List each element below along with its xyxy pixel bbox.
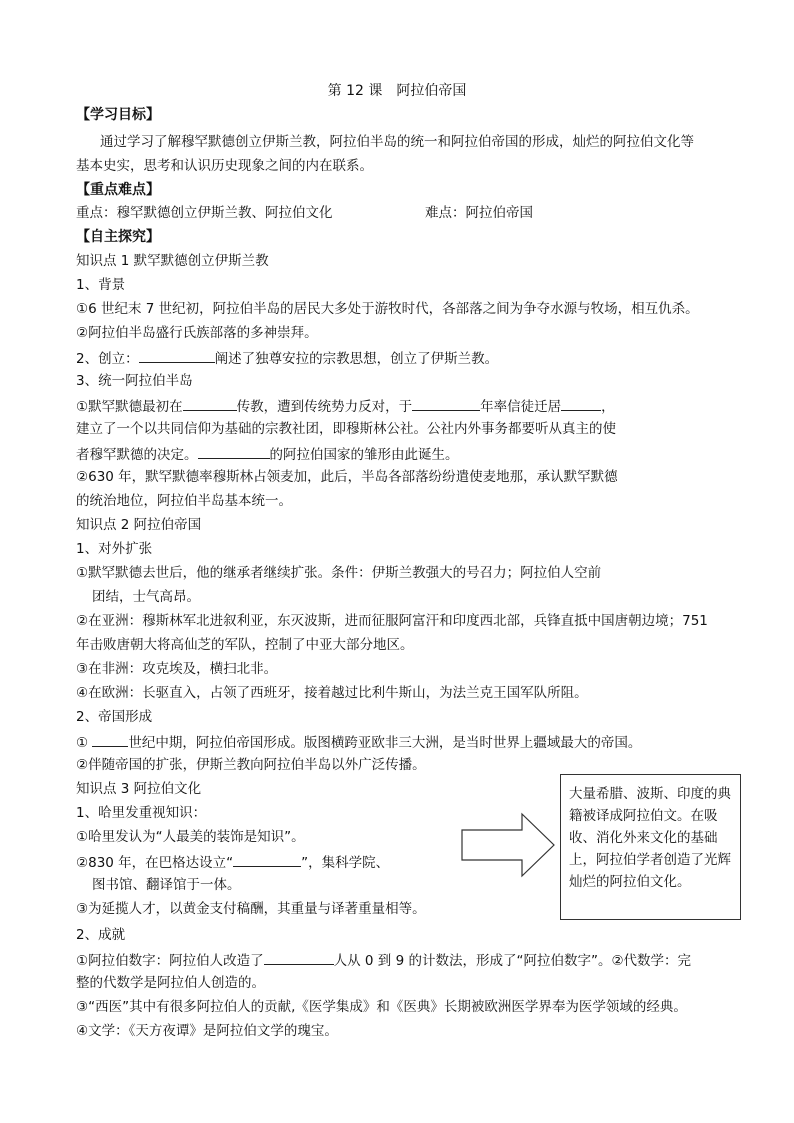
callout-box: 大量希腊、波斯、印度的典籍被译成阿拉伯文。在吸收、消化外来文化的基础上，阿拉伯学者创造了光辉灿烂的阿拉伯文化。 <box>560 774 741 920</box>
k1-s3-b: 建立了一个以共同信仰为基础的宗教社团，即穆斯林公社。公社内外事务都要听从真主的使 <box>76 421 616 437</box>
k1-s3-a2: 传教，遭到传统势力反对，于 <box>236 399 413 415</box>
k1-s3-e: 的统治地位，阿拉伯半岛基本统一。 <box>76 493 292 509</box>
k1-s3-a4: ， <box>601 399 615 415</box>
k3-s1-a: ①哈里发认为“人最美的装饰是知识”。 <box>76 829 305 845</box>
explore-heading: 【自主探究】 <box>76 229 160 245</box>
k1-s3-d: ②630 年，默罕默德率穆斯林占领麦加，此后，半岛各部落纷纷遣使麦地那，承认默罕默德 <box>76 469 618 485</box>
fill-blank[interactable] <box>561 396 601 411</box>
k3-title: 知识点 3 阿拉伯文化 <box>76 781 202 797</box>
k2-s1-b: 团结，士气高昂。 <box>92 589 200 605</box>
fill-blank[interactable] <box>139 348 215 363</box>
k1-s2-pre: 2、创立： <box>76 351 139 367</box>
objectives-text-line-1: 通过学习了解穆罕默德创立伊斯兰教，阿拉伯半岛的统一和阿拉伯帝国的形成，灿烂的阿拉伯文化等 <box>100 134 694 150</box>
k3-s2-a1: ①阿拉伯数字：阿拉伯人改造了 <box>76 953 264 969</box>
fill-blank[interactable] <box>198 444 270 459</box>
page-title: 第 12 课 阿拉伯帝国 <box>327 83 467 99</box>
k3-s1-b1: ②830 年，在巴格达设立“ <box>76 855 234 871</box>
fill-blank[interactable] <box>183 396 237 411</box>
k2-s2-b: ②伴随帝国的扩张，伊斯兰教向阿拉伯半岛以外广泛传播。 <box>76 757 426 773</box>
objectives-heading: 【学习目标】 <box>76 107 160 123</box>
k2-s2-heading: 2、帝国形成 <box>76 709 153 725</box>
k3-s2-c: ③“西医”其中有很多阿拉伯人的贡献,《医学集成》和《医典》长期被欧洲医学界奉为医学领域的经典。 <box>76 999 687 1015</box>
k1-title: 知识点 1 默罕默德创立伊斯兰教 <box>76 253 269 269</box>
fill-blank[interactable] <box>92 732 128 747</box>
k2-s2-a-line <box>76 732 641 752</box>
k3-s2-d: ④文学：《天方夜谭》是阿拉伯文学的瑰宝。 <box>76 1023 338 1039</box>
key-point-text: 重点：穆罕默德创立伊斯兰教、阿拉伯文化 <box>76 205 333 221</box>
objectives-text-line-2: 基本史实，思考和认识历史现象之间的内在联系。 <box>76 158 373 174</box>
k1-s3-c2: 的阿拉伯国家的雏形由此诞生。 <box>269 447 459 463</box>
fill-blank[interactable] <box>233 852 301 867</box>
k3-s1-b-line <box>76 852 389 872</box>
k2-s2-a2: 世纪中期，阿拉伯帝国形成。版图横跨亚欧非三大洲，是当时世界上疆域最大的帝国。 <box>128 735 642 751</box>
k2-s1-d: 年击败唐朝大将高仙芝的军队，控制了中亚大部分地区。 <box>76 637 414 653</box>
k2-title: 知识点 2 阿拉伯帝国 <box>76 517 202 533</box>
fill-blank[interactable] <box>412 396 480 411</box>
k3-s2-a2: 人从 0 到 9 的计数法，形成了“阿拉伯数字”。②代数学：完 <box>333 953 692 969</box>
k3-s2-a-line <box>76 950 691 970</box>
k2-s1-c: ②在亚洲：穆斯林军北进叙利亚，东灭波斯，进而征服阿富汗和印度西北部，兵锋直抵中国唐朝边境；751 <box>76 613 708 629</box>
k3-s1-c: 图书馆、翻译馆于一体。 <box>92 877 241 893</box>
k3-s1-heading: 1、哈里发重视知识： <box>76 805 207 821</box>
k3-s1-b2: ”，集科学院、 <box>301 855 390 871</box>
k2-s2-a1: ① <box>76 735 89 751</box>
k3-s1-d: ③为延揽人才，以黄金支付稿酬，其重量与译著重量相等。 <box>76 901 426 917</box>
k1-s3-a-line <box>76 396 615 416</box>
fill-blank[interactable] <box>264 950 334 965</box>
k1-s3-c1: 者穆罕默德的决定。 <box>76 447 198 463</box>
k1-s3-c-line <box>76 444 459 464</box>
k1-s2-post: 阐述了独尊安拉的宗教思想，创立了伊斯兰教。 <box>214 351 499 367</box>
k3-s2-b: 整的代数学是阿拉伯人创造的。 <box>76 975 265 991</box>
k1-s1-b: ②阿拉伯半岛盛行氏族部落的多神崇拜。 <box>76 325 318 341</box>
k1-s3-a3: 年率信徒迁居 <box>480 399 562 415</box>
k2-s1-a: ①默罕默德去世后，他的继承者继续扩张。条件：伊斯兰教强大的号召力；阿拉伯人空前 <box>76 565 602 581</box>
k1-s1-a: ①6 世纪末 7 世纪初，阿拉伯半岛的居民大多处于游牧时代，各部落之间为争夺水源与牧场，相互仇杀。 <box>76 301 699 317</box>
keypoints-heading: 【重点难点】 <box>76 182 160 198</box>
right-arrow-icon <box>460 812 556 878</box>
k1-s2-line <box>76 348 498 368</box>
k1-s1-heading: 1、背景 <box>76 277 126 293</box>
difficult-point-text: 难点：阿拉伯帝国 <box>425 205 533 221</box>
k3-s2-heading: 2、成就 <box>76 927 126 943</box>
k1-s3-a1: ①默罕默德最初在 <box>76 399 183 415</box>
k2-s1-e: ③在非洲：攻克埃及，横扫北非。 <box>76 661 278 677</box>
k2-s1-heading: 1、对外扩张 <box>76 541 153 557</box>
k1-s3-heading: 3、统一阿拉伯半岛 <box>76 373 193 389</box>
k2-s1-f: ④在欧洲：长驱直入，占领了西班牙，接着越过比利牛斯山，为法兰克王国军队所阻。 <box>76 685 588 701</box>
